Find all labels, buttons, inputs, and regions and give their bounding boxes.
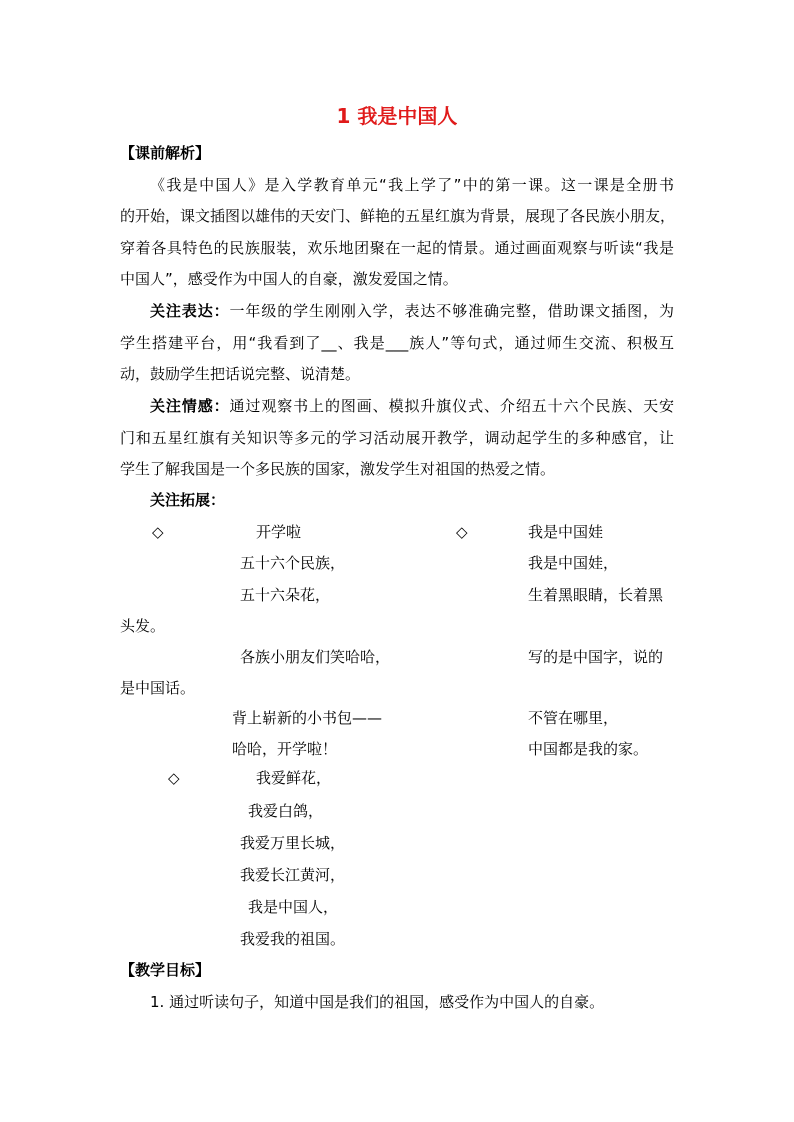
poem2-line-3: 头发。 (120, 617, 166, 635)
emotion-line-1 (150, 396, 674, 416)
expression-line-3: 动，鼓励学生把话说完整、说清楚。 (120, 365, 361, 383)
emotion-label: 关注情感： (150, 397, 230, 415)
poem2-line-7: 中国都是我的家。 (528, 740, 649, 758)
intro-line-2: 的开始，课文插图以雄伟的天安门、鲜艳的五星红旗为背景，展现了各民族小朋友， (120, 207, 676, 225)
expression-text-1: 一年级的学生刚刚入学，表达不够准确完整，借助课文插图，为 (229, 302, 674, 320)
poem2-line-1: 我是中国娃， (528, 554, 619, 572)
emotion-text-1: 通过观察书上的图画、模拟升旗仪式、介绍五十六个民族、天安 (229, 397, 674, 415)
poem1-line-1: 五十六个民族， (240, 554, 346, 572)
poem1-line-4: 背上崭新的小书包—— (232, 709, 383, 727)
section-heading-pre-analysis: 【课前解析】 (120, 144, 211, 162)
goal-item-1: 1. 通过听读句子，知道中国是我们的祖国，感受作为中国人的自豪。 (150, 993, 605, 1011)
poem3-line-4: 我是中国人， (248, 898, 339, 916)
expression-line-2: 学生搭建平台，用“我看到了__、我是___族人”等句式，通过师生交流、积极互 (120, 334, 674, 352)
poem3-line-5: 我爱我的祖国。 (240, 930, 346, 948)
poem1-line-3: 各族小朋友们笑哈哈， (240, 648, 391, 666)
poem2-line-5: 是中国话。 (120, 679, 196, 697)
intro-line-4: 中国人”，感受作为中国人的自豪，激发爱国之情。 (120, 270, 458, 288)
expression-label: 关注表达： (150, 302, 230, 320)
poem2-diamond-icon: ◇ (456, 523, 468, 541)
poem3-line-2: 我爱万里长城， (240, 834, 346, 852)
poem3-diamond-icon: ◇ (168, 769, 180, 787)
poem3-line-3: 我爱长江黄河， (240, 866, 346, 884)
poem2-line-2: 生着黑眼睛，长着黑 (528, 586, 664, 604)
section-heading-teaching-goals: 【教学目标】 (120, 961, 211, 979)
poem2-line-6: 不管在哪里， (528, 709, 619, 727)
emotion-line-2: 门和五星红旗有关知识等多元的学习活动展开教学，调动起学生的多种感官，让 (120, 429, 674, 447)
poem3-title: 我爱鲜花， (256, 769, 332, 787)
expression-line-1 (150, 301, 674, 321)
poem1-line-2: 五十六朵花， (240, 586, 331, 604)
emotion-line-3: 学生了解我国是一个多民族的国家，激发学生对祖国的热爱之情。 (120, 460, 556, 478)
poem3-line-1: 我爱白鸽， (248, 802, 324, 820)
poem2-line-4: 写的是中国字，说的 (528, 648, 664, 666)
poem2-title: 我是中国娃 (528, 523, 604, 541)
poem1-diamond-icon: ◇ (152, 523, 164, 541)
intro-line-3: 穿着各具特色的民族服装，欢乐地团聚在一起的情景。通过画面观察与听读“我是 (120, 239, 674, 257)
expansion-label: 关注拓展： (150, 491, 226, 509)
poem1-title: 开学啦 (256, 523, 302, 541)
intro-line-1: 《我是中国人》是入学教育单元“我上学了”中的第一课。这一课是全册书 (150, 176, 674, 194)
poem1-line-5: 哈哈，开学啦！ (232, 740, 338, 758)
page-title: 1 我是中国人 (336, 104, 458, 128)
